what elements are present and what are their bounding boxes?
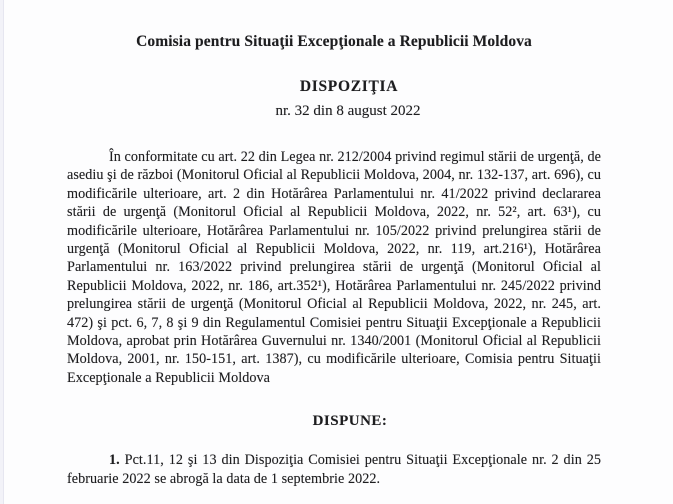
preamble-paragraph: În conformitate cu art. 22 din Legea nr. 212/2004 privind regimul stării de urgenţă, de asediu şi de război (Monitorul Oficial al Republicii Moldova, 2004, nr. 132-137, art. 696), cu modificările ulterioare, art. 2 din Hotărârea Parlamentului nr. 41/2022 privind declararea stării de urgenţă (Monitorul Oficial al Republicii Moldova, 2022, nr. 52², art. 63¹), cu modificările ulterioare, Hotărârea Parlamentului nr. 105/2022 privind prelungirea stării de urgenţă (Monitorul Oficial al Republicii Moldova, 2022, nr. 119, art.216¹), Hotărârea Parlamentului nr. 163/2022 privind prelungirea stării de urgenţă (Monitorul Oficial al Republicii Moldova, 2022, nr. 186, art.352¹), Hotărârea Parlamentului nr. 245/2022 privind prelungirea stării de urgenţă (Monitorul Oficial al Republicii Moldova, 2022, nr. 245, art. 472) şi pct. 6, 7, 8 şi 9 din Regulamentul Comisiei pentru Situaţii Excepţionale a Republicii Moldova, aprobat prin Hotărârea Guvernului nr. 1340/2001 (Monitorul Oficial al Republicii Moldova, 2001, nr. 150-151, art. 1387), cu modificările ulterioare, Comisia pentru Situaţii Excepţionale a Republicii Moldova [67, 149, 601, 386]
decision-item-1-text: Pct.11, 12 şi 13 din Dispoziţia Comisiei pentru Situaţii Excepţionale nr. 2 din 25 februarie 2022 se abrogă la data de 1 septembrie 2022. [67, 452, 601, 487]
organization-name: Comisia pentru Situaţii Excepţionale a Republicii Moldova [136, 33, 532, 50]
scan-edge-artifact [0, 0, 4, 504]
decision-item-1 [67, 451, 601, 488]
document-number-line: nr. 32 din 8 august 2022 [275, 103, 421, 119]
document-title: DISPOZIŢIA [299, 78, 399, 95]
decision-heading: DISPUNE: [312, 413, 388, 430]
decision-item-1-marker: 1. [109, 452, 120, 469]
document-content [67, 0, 601, 488]
